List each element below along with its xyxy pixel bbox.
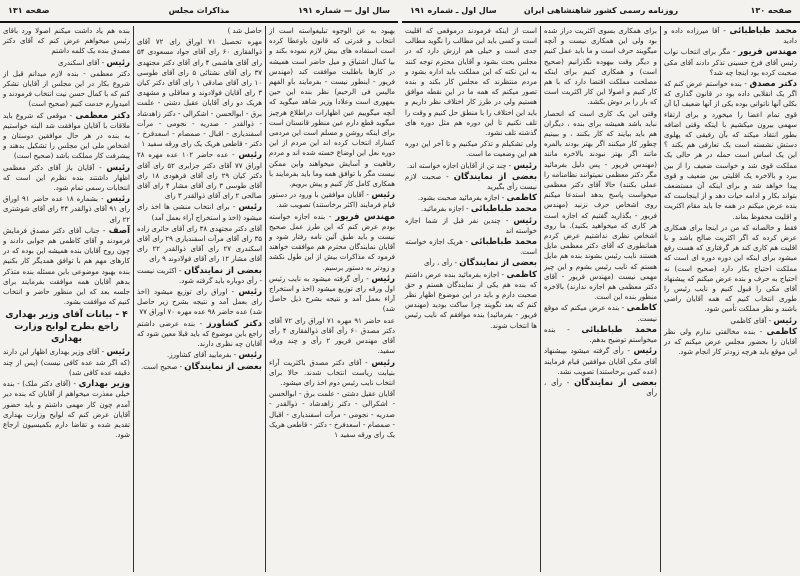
- paragraph: رئیس - آقایان باز آقای دکتر معظمی اظهار داشتند بنده نظرم این است که انتخابات رسمی تمام شود.: [3, 162, 130, 193]
- speaker-name: بعضی از نمایندگان: [453, 171, 538, 182]
- paragraph: محمد طباطبائی - بنده میخواستم توضیح بدهم.: [544, 324, 657, 345]
- paragraph-text: چند تن از آقایان اجازه خواسته اند.: [406, 161, 507, 170]
- header-rule: [0, 21, 398, 23]
- paragraph: کاظمی - اجازه بفرمائید بنده عرض داشتم که بنده هم یکی از نمایندگان هستم و حق صحبت دارم و باید در این موضوع اظهار نظر کنم که بعد نگویند چرا ساکت بودید (مهندس فریور - بفرمائید) بنده موافقم که نایب رئیس ها انتخاب شوند.: [405, 269, 537, 330]
- speaker-name: کاظمی: [506, 193, 537, 204]
- paragraph: رئیس - رأی گرفته میشود به نایب رئیس اول ورقه رای توزیع میشود (اخذ و استخراج آراء بعمل آمد و نتیجه بشرح ذیل حاصل شد): [269, 273, 395, 314]
- speaker-name: رئیس: [371, 273, 395, 284]
- paragraph: رئیس - عده حاضر ۱۰۲ عده مهره ۲۸ اوراق ۷۷ آقای دکتر جزایری ۵۲ رای آقای دکتر کیان ۲۹ رای آقای فرهودی ۱۸ رای آقای طوسی ۳ رای آقای مشار ۴ رای آقای صالحی ۲ رای آقای ذوالقدر ۳ رای: [137, 150, 262, 201]
- paragraph-text: اجازه بفرمائید صحبت بشود.: [417, 194, 500, 203]
- paragraph-text: است از اینکه فرمودند درموقعی که اقلیت است و کسی باید این مطالب را نگوید مطالب جدی است و خیلی هم ارزش دارد که در مجلس بحث بشود و آقایان محترم توجه کنند به این نکته که این مملکت باید اداره بشود و مردم منتظرند که مجلس کار بکند و بنده تصور میکنم که همه ما در این نقطه موافق هستیم ولی در طرز کار اختلاف نظر داریم و باید این اختلاف را با منطق حل کنیم و وقت را تلف نکنیم تا این دوره هم مثل دوره های گذشته تلف نشود.: [405, 27, 537, 138]
- speaker-name: رئیس: [106, 162, 130, 173]
- speaker-name: وزیر بهداری: [78, 379, 130, 390]
- speaker-name: بعضی از نمایندگان: [184, 361, 262, 372]
- page-header: [0, 6, 398, 20]
- paragraph: دکتر کشاورز - بنده عرضی داشتم راجع باین موضوع که باید قبلا معین شود که آقایان چه نظری دارند.: [137, 318, 262, 349]
- speaker-name: محمد طباطبائی: [581, 324, 657, 335]
- paragraph-text: رأی گرفته میشود بپیشنهاد آقای مکی آقایان موافقین قیام فرمایند (عده کمی برخاستند) تصویب نشد.: [544, 347, 657, 376]
- section-heading: ۴ - بیانات آقای وزیر بهداری راجع بطرح لوایح وزارت بهداری: [5, 310, 128, 345]
- paragraph-text: برای انتخاب منشی ها اخذ رای میشود (اخذ و استخراج آراء بعمل آمد): [137, 203, 262, 222]
- speaker-name: رئیس: [513, 160, 537, 171]
- paragraph: رئیس - برای انتخاب منشی ها اخذ رای میشود (اخذ و استخراج آراء بعمل آمد): [137, 202, 262, 222]
- paragraph-text: آقای دکتر مجتهدی ۳۸ رای آقای حائری زاده ۳۵ رای آقای مرآت اسفندیاری ۲۹ رای آقای اسکندری ۲۷ رای آقای ذوالقدر ۲۲ رای آقای مشار ۱۲ رای آقای فولادوند ۹ رای: [137, 224, 263, 264]
- paragraph-text: رأی گرفته میشود به نایب رئیس اول ورقه رای توزیع میشود (اخذ و استخراج آراء بعمل آمد و نتیجه بشرح ذیل حاصل شد): [269, 274, 395, 314]
- right-page: [402, 0, 800, 576]
- paragraph: رئیس - آقای اسکندری: [57, 57, 130, 68]
- paragraph-text: چندین نفر قبل از شما اجازه خواسته اند: [405, 216, 537, 235]
- speaker-name: رئیس: [513, 215, 537, 226]
- speaker-name: مهندس فریور: [335, 211, 395, 222]
- speaker-name: دکتر مصدق: [749, 79, 797, 90]
- paragraph-text: مهره تحصیل ۷۱ اوراق رای ۷۲ آقای ذوالفقاری ۶۰ رای آقای جواد مسعودی ۵۴ رای آقای هاشمی ۴ رای آقای دکتر مجتهدی ۳۷ رای آقای نشتائی ۵ رای آقای طوسی ۱۰ رای آقای صادقی ۱ رای آقای دکتر کیان ۳ رای آقایان فولادوند و معاقلی و مشهدی هریک دو رای آقایان عقیل دشتی - علمت برق - ابوالحسن - اشکرالی - دکتر زاهدشاد - ذوالقدر - صدریه - نجومی - مرآت اسفندیاری - اقبال - صمصام - اسعدفرخ - دکتر - قاطعی هریک یک رای ورقه سفید ۱: [137, 38, 263, 149]
- paragraph-text: وقتی این یک کاری است که انحصار نباید باشد همیشه برای بنده ، دیگران هم باید بیایند که کار بکنند ، و ببینیم چطور کار میکنند اگر بهتر بودند بالمره مانند اگر بهتر نبودند بالاخره مانند (مهندس فریور - پس دلیل بفرمائید مگر دکتر معظمی نمیتوانند نظامنامه را عملی بکنند) حالا آقای دکتر معظمی میخواست پاسخ بدهد استدعا میکنم روی اشخاص حرف نزنید (مهندس فریور - بگذارید گفتیم که اجازه است هر کاری که میخواهید بکنید). ما روی اشخاص نظری نداشتیم عرض کردم همانطوری که آقای دکتر معظمی مایل هستند نایب رئیس بشوند بنده هم مایل هستم که نایب رئیس بشوم و این چیز مهمی نیست (مهندس فریور - آقای دکتر معظمی هم اجازه ندارند) بالاخره منظور بنده این است.: [544, 109, 657, 302]
- paragraph-text: (آقای دکتر ملک) - بنده خیلی معذرت میخواهم از آقایان که بنده دیر آمدم چون کار مهمی داشتم و باید حضور آقایان عرض کنم که لوایح وزارت بهداری تقدیم شده و تقاضا دارم بکمیسیون ارجاع شود.: [3, 380, 130, 440]
- paragraph: دکتر مصدق - بنده خواستم عرض کنم که اگر یک انقلابی داده بود در قانون گذاری که بکلی آنها ناتوانی بوده یکی از آنها ضعیف آیا آن قوی تمام اعضا را میخورد و برای ارتقاء سهمی بیرون میکشیم با اینکه وقتی اضافه بطور انتقاد میکند که بآن رفیقی که پهلوی دستش نشسته است یک تعارفی هم بکند ؟ این یک اساس است حمله در هر حالی یک مملکت قوی شد و خواست ضعیف را از بین ببرد و بالاخره یک اقلیتی بین ضعیف و قوی پیدا خواهد شد و برای اینکه آن مستضعف بتواند بکار و ادامه حیات دهد و از اینجاست که بنده عرض میکنم در همه جا باید مقام اکثریت و اقلیت محفوظ بماند.: [664, 79, 797, 221]
- paragraph: وزیر بهداری - (آقای دکتر ملک) - بنده خیلی معذرت میخواهم از آقایان که بنده دیر آمدم چون کار مهمی داشتم و باید حضور آقایان عرض کنم که لوایح وزارت بهداری تقدیم شده و تقاضا دارم بکمیسیون ارجاع شود.: [3, 379, 130, 440]
- speaker-name: رئیس: [371, 357, 395, 368]
- paragraph: [269, 26, 395, 189]
- paragraph: [405, 26, 537, 138]
- speaker-name: کاظمی: [766, 326, 797, 337]
- paragraph-text: آقای وزیر بهداری اظهار این دارند (که اگر شد عده کافی نیست) (پس از چند دقیقه عده کافی شد): [3, 348, 130, 377]
- paragraph-text: صحیح است.: [141, 362, 178, 371]
- paragraph-text: عده حاضر ۹۱ مهره ۷۱ اوراق رای ۷۲ آقای دکتر مصدق ۶۰ رأی آقای ذوالفقاری ۴ رأی آقای مهندس فریور ۲ رأی و چند ورقه سفید.: [269, 316, 395, 356]
- paragraph: [405, 139, 537, 159]
- paragraph-text: بشماره ۱۸ عده حاضر ۹۱ اوراق رای ۹۱ آقای ذوالقدر ۴۴ رای آقای شوشتری ۲۲ رای: [3, 195, 131, 224]
- paragraph-text: بنده هم یاد داشت میکنم اصولا ورد باقای رئیس میخواهم عرض کنم که آقای دکتر مصدق بنده یک کلمه داشتم: [3, 27, 130, 56]
- paragraph-text: موقعی که شروع باید ملاقات با آقایان موافقت شد البته خواستیم به بنده در هر حال موافقین دوستان و اشخاص ملی این مجلس را تشکیل بدهند و پیشرفت کار مملکت باشد (صحیح است): [3, 111, 130, 161]
- paragraph: [137, 26, 262, 36]
- page-header: [402, 6, 800, 20]
- paragraph-text: بنده میخواستم توضیح بدهم.: [544, 325, 657, 345]
- column: [540, 26, 660, 572]
- paragraph: کاظمی - بنده مخالفتی ندارم ولی نظر آقایان را بحضور مجلس عرض میکنم که در این موقع باید هرچه زودتر کار انجام شود.: [664, 326, 797, 357]
- paragraph-text: ولی تشکیلم و تذکر میکنیم و تا آخر این دوره هم این وضعیت ما است.: [405, 140, 537, 159]
- paragraph-text: آقایان عقیل دشتی - علمت برق - ابوالحسن - اشکرالی - دکتر زاهدشاد - ذوالقدر - صدریه - نجومی - مرآت اسفندیاری - اقبال - صمصام - اسعدفرخ - دکتر - قاطعی هریک یک رای ورقه سفید ۱: [269, 390, 395, 439]
- paragraph-text: رأی ، رأی: [544, 378, 657, 398]
- paragraph-text: اجازه بفرمائید بنده عرض داشتم که بنده هم یکی از نمایندگان هستم و حق صحبت دارم و باید در این موضوع اظهار نظر کنم که بعد نگویند چرا ساکت بودید (مهندس فریور - بفرمائید) بنده موافقم که نایب رئیس ها انتخاب شوند.: [405, 270, 537, 330]
- paragraph-text: آقای اسکندری: [57, 58, 100, 67]
- paragraph-text: رأی ، رأی: [423, 259, 453, 268]
- paragraph: رئیس - بشماره ۱۸ عده حاضر ۹۱ اوراق رای ۹۱ آقای ذوالقدر ۴۴ رای آقای شوشتری ۲۲ رای: [3, 194, 131, 224]
- paragraph-text: اوراق رای توزیع میشود (اخذ رای بعمل آمد و نتیجه بشرح زیر حاصل شد) عده حاضر ۹۸ عده مهره ۷۰ اوراق ۷۷: [137, 288, 262, 317]
- paragraph: [544, 109, 657, 303]
- issue-number: سال اول ـ شماره ۱۹۱: [410, 6, 497, 15]
- paragraph-text: آقا میرزاده داده و دادید: [664, 27, 797, 46]
- paragraph-text: صحبت لازم نیست رأی بگیرید: [405, 172, 537, 192]
- page-number: صفحه ۱۳۰: [750, 6, 792, 15]
- speaker-name: دکتر معظمی: [75, 110, 130, 121]
- paragraph: [269, 316, 395, 357]
- speaker-name: کاظمی: [626, 303, 658, 314]
- speaker-name: بعضی از نمایندگان: [574, 377, 657, 388]
- paragraph: بعضی از نمایندگان - صحبت لازم نیست رأی بگیرید: [405, 171, 538, 192]
- paragraph: رئیس - آقای دکتر مصدق باکثریت آراء بنیابت ریاست انتخاب شدند. حالا برای انتخاب نایب رئیس دوم اخذ رای میشود.: [269, 357, 395, 387]
- speaker-name: رئیس: [238, 202, 262, 213]
- paragraph-text: هریک اجازه خواسته است.: [405, 238, 537, 257]
- column: [133, 26, 265, 572]
- paragraph: بعضی از نمایندگان - رأی ، رأی: [544, 377, 657, 398]
- speaker-name: رئیس: [106, 347, 131, 358]
- speaker-name: دکتر کشاورز: [206, 318, 262, 329]
- column: [0, 26, 133, 572]
- paragraph-text: بنده عرضی داشتم راجع باین موضوع که باید قبلا معین شود که آقایان چه نظری دارند.: [137, 319, 262, 349]
- speaker-name: رئیس: [633, 346, 658, 357]
- paragraph: مهندس فریور - مگر برای انتخاب نواب رئیس آقای فرخ حسینی تذکر دادند آقای مکی صحبت کرده بود اینجا چه شد؟: [664, 47, 797, 77]
- column: [402, 26, 540, 572]
- paragraph-text: بنده اجازه خواسته بودم عرض کنم که این طرز عمل صحیح نیست و باید طبق آئین نامه رفتار شود و آقایان نمایندگان محترم هم موافقت خواهند فرمود که مذاکرات بیش از این طول نکشد و زودتر به دستور برسیم.: [269, 212, 395, 272]
- paragraph: [544, 26, 657, 108]
- paragraph-text: بنده مخالفتی ندارم ولی نظر آقایان را بحضور مجلس عرض میکنم که در این موقع باید هرچه زودتر کار انجام شود.: [664, 327, 797, 357]
- paragraph: رئیس - چندین نفر قبل از شما اجازه خواسته اند: [405, 215, 537, 235]
- section-title: مذاکرات مجلس: [168, 6, 230, 15]
- paragraph-text: آقای کاظمی: [730, 316, 767, 325]
- paragraph: رئیس - آقای کاظمی: [730, 315, 797, 326]
- paragraph: [664, 223, 797, 315]
- paragraph: محمد طباطبائی - اجازه بفرمائید.: [421, 204, 537, 215]
- paragraph-text: بهبود به عن الوجوه تبلیغواسته است از انتخاب و قدرتی که قانون باوعطا کرده است استفاده های بیش لازم نموده بکند و بیا کمال اشتیاق و میل حاضر است همیشه در کارها باطلبت موافقت کند (مهندس فریور - اینطور نیست - بفرمایند باو الفهم مالیس فی الرحیم) نظر بنده این حین بمهوری است وعلادا وزیر شاهد میگوید که آنچه میگوییم عین اظهارات دراطلاع هرچیز میگوید قطع دارم عین منظور قانستان است برای اینکه روشن و مسلم است این مردمی کساراد انتخاب کرده اند این مردم از این دوره نعل این اوضاع خسته شده اند و مردم رفاهیت و آسایش میخواهند واین ممکن نیست مگر با توافق همه وما باید بفرمایند با همکاری کامل کار کنیم و پیش برویم.: [269, 27, 395, 189]
- speaker-name: بعضی از نمایندگان: [459, 258, 537, 269]
- paragraph-text: برای همکاری بسوی اکثریت دراز شده بود ولی این همکاری نیست و آنچه میگویند حرف است و ما باید عمل کنیم و دیگر وقت بیهوده نگذرانیم (صحیح است) و همکاری کنیم برای اینکه مصلحت مملکت اقتضا دارد که با هم کار کنیم و اصولا این کار اکثریت است که بار را بر دوش بکشد.: [544, 27, 657, 107]
- left-page: [0, 0, 398, 576]
- paragraph: رئیس - بفرمایید آقای کشاورز.: [167, 350, 262, 361]
- paragraph: بعضی از نمایندگان - اکثریت نیست - رأی دوباره باید گرفته شود.: [137, 265, 262, 285]
- speaker-name: رئیس: [773, 315, 797, 326]
- paragraph-text: حاصل شد ): [227, 27, 262, 35]
- paragraph: [3, 26, 130, 57]
- speaker-name: بعضی از نمایندگان: [183, 265, 262, 276]
- paragraph: مهندس فریور - بنده اجازه خواسته بودم عرض کنم که این طرز عمل صحیح نیست و باید طبق آئین نامه رفتار شود و آقایان نمایندگان محترم هم موافقت خواهند فرمود که مذاکرات بیش از این طول نکشد و زودتر به دستور برسیم.: [269, 211, 395, 272]
- column: [660, 26, 800, 572]
- speaker-name: محمد طباطبائی: [470, 237, 538, 248]
- speaker-name: رئیس: [106, 194, 130, 205]
- header-rule: [402, 21, 800, 23]
- column: [265, 26, 398, 572]
- paragraph: رئیس - آقایان موافقین با ورود در دستور قیام فرمایند (اکثر برخاستند) تصویب شد.: [269, 190, 395, 210]
- paragraph: [269, 389, 395, 440]
- speaker-name: آصف: [108, 225, 130, 236]
- paragraph: [3, 69, 130, 110]
- paragraph-text: آقایان موافقین با ورود در دستور قیام فرمایند (اکثر برخاستند) تصویب شد.: [269, 191, 395, 210]
- speaker-name: کاظمی: [506, 269, 537, 280]
- speaker-name: محمد طباطبائی: [729, 26, 797, 36]
- page-number: صفحه ۱۳۱: [8, 6, 50, 15]
- paragraph: محمد طباطبائی - آقا میرزاده داده و دادید: [664, 26, 797, 46]
- paragraph: رئیس - رأی گرفته میشود بپیشنهاد آقای مکی آقایان موافقین قیام فرمایند (عده کمی برخاستند) تصویب نشد.: [544, 346, 658, 376]
- paragraph: کاظمی - اجازه بفرمائید صحبت بشود.: [417, 193, 537, 204]
- paragraph-text: بفرمایید آقای کشاورز.: [167, 351, 232, 360]
- speaker-name: رئیس: [106, 57, 130, 68]
- paragraph-text: عده حاضر ۱۰۲ عده مهره ۲۸ اوراق ۷۷ آقای دکتر جزایری ۵۲ رای آقای دکتر کیان ۲۹ رای آقای فرهودی ۱۸ رای آقای طوسی ۳ رای آقای مشار ۴ رای آقای صالحی ۲ رای آقای ذوالقدر ۳ رای: [137, 151, 262, 201]
- speaker-name: محمد طباطبائی: [470, 204, 537, 215]
- speaker-name: رئیس: [371, 190, 395, 201]
- paragraph-text: دکتر معظمی - بنده لازم میدانم قبل از شروع بکار در این مجلس از آقایان تشکر کنم که با کمال حسن نیت انتخاب فرمودند و امیدوارم خدمت کنیم (صحیح است): [3, 69, 130, 109]
- paragraph-text: آقای دکتر مصدق باکثریت آراء بنیابت ریاست انتخاب شدند. حالا برای انتخاب نایب رئیس دوم اخذ رای میشود.: [269, 358, 395, 387]
- paragraph: بعضی از نمایندگان - رأی ، رأی: [423, 258, 537, 269]
- paragraph: رئیس - آقای وزیر بهداری اظهار این دارند (که اگر شد عده کافی نیست) (پس از چند دقیقه عده کافی شد): [3, 347, 131, 377]
- paragraph: دکتر معظمی - موقعی که شروع باید ملاقات با آقایان موافقت شد البته خواستیم به بنده در هر حال موافقین دوستان و اشخاص ملی این مجلس را تشکیل بدهند و پیشرفت کار مملکت باشد (صحیح است): [3, 110, 130, 161]
- paragraph-text: مگر برای انتخاب نواب رئیس آقای فرخ حسینی تذکر دادند آقای مکی صحبت کرده بود اینجا چه شد؟: [664, 48, 797, 77]
- newspaper-title: روزنامه رسمی کشور شاهنشاهی ایران: [523, 6, 679, 15]
- paragraph: کاظمی - بنده عرض میکنم که موقع نیست.: [544, 303, 658, 323]
- paragraph: بعضی از نمایندگان - صحیح است.: [141, 361, 262, 372]
- speaker-name: رئیس: [238, 287, 262, 298]
- paragraph: آصف - جناب آقای دکتر مصدق فرمایش فرمودند و آقای کاظمی هم جوابی دادند و چون روح آقایان بنده همیشه این بوده که در کارهای مهم هم با توافق همدیگر کار بکنیم بنده بهبود موضوعی باین مسئله بنده متذکر بدهم آقایان همه موافقت بفرمایند برای جلسه بعد که این منظور حاضر و انتخاب کنیم که موافقت بشود.: [3, 225, 130, 307]
- paragraph-text: اکثریت نیست - رأی دوباره باید گرفته شود.: [137, 266, 262, 285]
- paragraph: محمد طباطبائی - هریک اجازه خواسته است.: [405, 237, 538, 257]
- paragraph-text: آقایان باز آقای دکتر معظمی اظهار داشتند بنده نظرم این است که انتخابات رسمی تمام شود.: [3, 163, 130, 193]
- paragraph-text: جناب آقای دکتر مصدق فرمایش فرمودند و آقای کاظمی هم جوابی دادند و چون روح آقایان بنده همیشه این بوده که در کارهای مهم هم با توافق همدیگر کار بکنیم بنده بهبود موضوعی باین مسئله بنده متذکر بدهم آقایان همه موافقت بفرمایند برای جلسه بعد که این منظور حاضر و انتخاب کنیم که موافقت بشود.: [3, 226, 130, 307]
- paragraph-text: فقط و خالصانه که من در اینجا برای همکاری عرض کرده که اگر اکثریت صالح باشد و با اقلیت هم کاری کند هر گرفتاری که هست رفع میشود برای اینکه این دوره دوره ای است که مملکت احتیاج بکار دارد (صحیح است) نه احتیاج به حرف و بنده عرض میکنم که پیشنهاد آقای مکی را قبول کنیم و نایب رئیس را طوری انتخاب کنیم که همه آقایان راضی باشند و نظر مملکت تأمین شود.: [664, 223, 797, 314]
- paragraph: رئیس - اوراق رای توزیع میشود (اخذ رای بعمل آمد و نتیجه بشرح زیر حاصل شد) عده حاضر ۹۸ عده مهره ۷۰ اوراق ۷۷: [137, 287, 262, 317]
- paragraph: [137, 224, 262, 265]
- paragraph-text: بنده عرض میکنم که موقع نیست.: [544, 304, 657, 323]
- speaker-name: رئیس: [238, 150, 262, 161]
- paragraph: رئیس - چند تن از آقایان اجازه خواسته اند.: [406, 160, 537, 171]
- speaker-name: مهندس فریور: [738, 47, 797, 58]
- speaker-name: رئیس: [238, 350, 262, 361]
- paragraph-text: اجازه بفرمائید.: [421, 205, 464, 214]
- paragraph-text: بنده خواستم عرض کنم که اگر یک انقلابی داده بود در قانون گذاری که بکلی آنها ناتوانی بوده یکی از آنها ضعیف آیا آن قوی تمام اعضا را میخورد و برای ارتقاء سهمی بیرون میکشیم با اینکه وقتی اضافه بطور انتقاد میکند که بآن رفیقی که پهلوی دستش نشسته است یک تعارفی هم بکند ؟ این یک اساس است حمله در هر حالی یک مملکت قوی شد و خواست ضعیف را از بین ببرد و بالاخره یک اقلیتی بین ضعیف و قوی پیدا خواهد شد و برای اینکه آن مستضعف بتواند بکار و ادامه حیات دهد و از اینجاست که بنده عرض میکنم در همه جا باید مقام اکثریت و اقلیت محفوظ بماند.: [664, 80, 797, 221]
- paragraph: [137, 37, 262, 149]
- issue-number: سال اول — شماره ۱۹۱: [298, 6, 390, 15]
